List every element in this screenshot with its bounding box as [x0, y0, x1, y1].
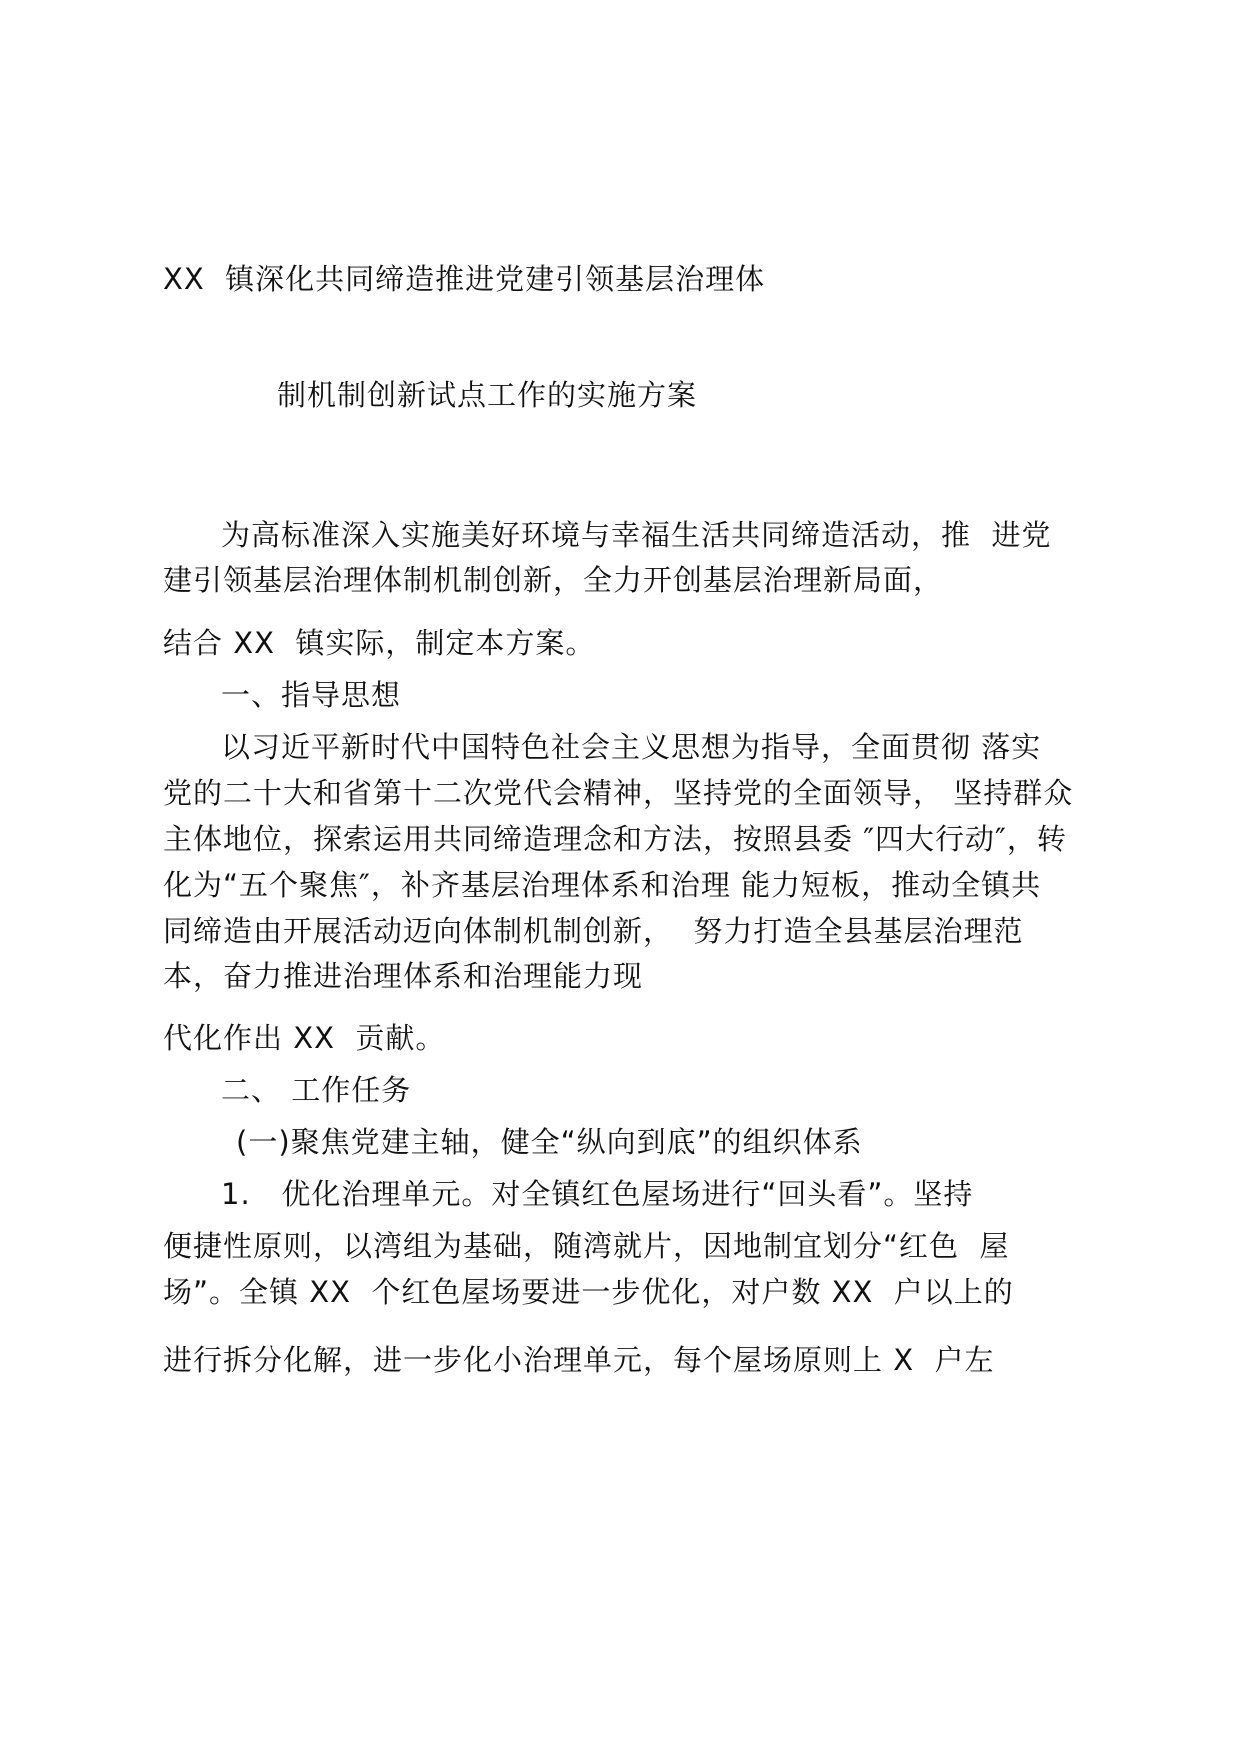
- item-1-line-2: 便捷性原则，以湾组为基础，随湾就片，因地制宜划分“红色 屋: [163, 1229, 1010, 1263]
- title-line-2: 制机制创新试点工作的实施方案: [277, 378, 698, 412]
- intro-line-2: 建引领基层治理体制机制创新，全力开创基层治理新局面，: [163, 563, 944, 597]
- intro-line-1: 为高标准深入实施美好环境与幸福生活共同缔造活动，推 进党: [221, 518, 1052, 552]
- section-1-line-7: 代化作出 XX 贡献。: [163, 1021, 446, 1055]
- item-1-line-4: 进行拆分化解，进一步化小治理单元，每个屋场原则上 X 户左: [163, 1343, 995, 1377]
- item-1-line-3: 场”。全镇 XX 个红色屋场要进一步优化，对户数 XX 户以上的: [163, 1275, 1014, 1309]
- section-1-line-2: 党的二十大和省第十二次党代会精神，坚持党的全面领导， 坚持群众: [163, 776, 1074, 810]
- section-1-line-6: 本，奋力推进治理体系和治理能力现: [163, 959, 644, 993]
- section-1-line-3: 主体地位，探索运用共同缔造理念和方法，按照县委 ″四大行动″，转: [163, 822, 1067, 856]
- section-1-heading: 一、指导思想: [221, 678, 402, 712]
- title-line-1: XX 镇深化共同缔造推进党建引领基层治理体: [163, 262, 766, 296]
- section-1-line-5: 同缔造由开展活动迈向体制机制创新， 努力打造全县基层治理范: [163, 914, 1024, 948]
- section-1-line-1: 以习近平新时代中国特色社会主义思想为指导，全面贯彻 落实: [221, 730, 1042, 764]
- intro-line-3: 结合 XX 镇实际，制定本方案。: [163, 626, 596, 660]
- section-2-heading: 二、 工作任务: [221, 1073, 412, 1107]
- subsection-1-heading: (一)聚焦党建主轴，健全“纵向到底”的组织体系: [236, 1125, 863, 1159]
- item-1-line-1: 1. 优化治理单元。对全镇红色屋场进行“回头看”。坚持: [221, 1177, 974, 1211]
- section-1-line-4: 化为“五个聚焦″，补齐基层治理体系和治理 能力短板，推动全镇共: [163, 868, 1042, 902]
